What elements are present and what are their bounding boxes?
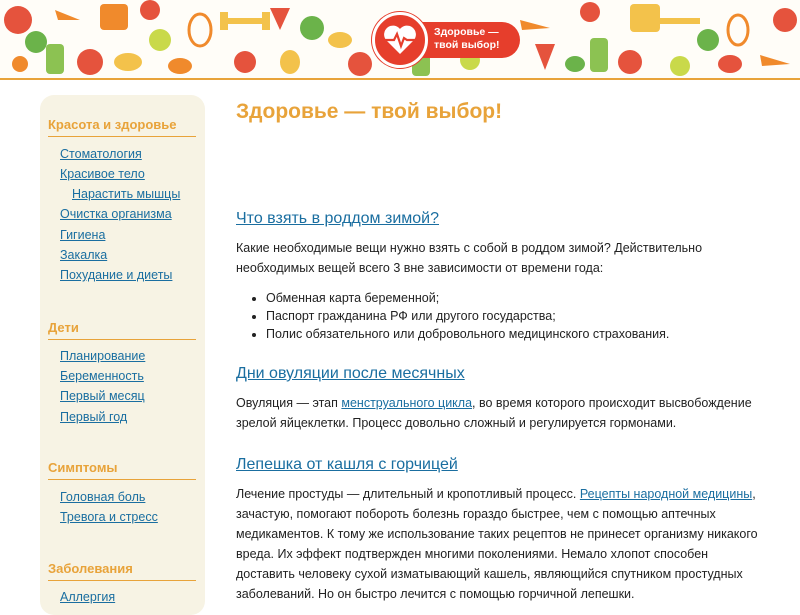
article-heading-maternity-winter[interactable]: Что взять в роддом зимой? (236, 210, 439, 227)
sidebar-item-headache[interactable]: Головная боль (60, 490, 146, 504)
sidebar-item-hygiene[interactable]: Гигиена (60, 228, 106, 242)
article-heading-cough-cake[interactable]: Лепешка от кашля с горчицей (236, 456, 458, 473)
list-item: • Обменная карта беременной; (266, 289, 669, 307)
text-fragment: , зачастую, помогают побороть болезнь гораздо быстрее, чем с помощью аптечных медикаментов. К тому же использование таких рецептов не принесет организму никакого вреда. Их эффект подтвержден многими поколениями. Немало хлопот способен доставить человеку сухой изматывающий кашель, являющийся спутником простудных заболеваний. Но он быстро лечится с помощью горчичной лепешки. (236, 487, 758, 601)
site-logo[interactable] (372, 12, 520, 66)
page-title: Здоровье — твой выбор! (236, 100, 503, 123)
text-fragment: , во время которого происходит высвобождение зрелой яйцеклетки. Процесс довольно сложный и регулируется гормонами. (236, 396, 752, 430)
logo-title-line2: твой выбор! (434, 39, 500, 51)
article-text-ovulation (236, 393, 766, 433)
text-fragment: Овуляция — этап (236, 396, 342, 410)
sidebar-item-allergy[interactable]: Аллергия (60, 590, 116, 604)
logo-circle (372, 12, 428, 68)
sidebar-item-cleansing[interactable]: Очистка организма (60, 207, 172, 221)
text-fragment: Лечение простуды — длительный и кропотливый процесс. (236, 487, 580, 501)
sidebar-section-title-diseases: Заболевания (48, 561, 196, 581)
link-menstrual-cycle[interactable]: менструального цикла (341, 396, 473, 410)
sidebar-item-diets[interactable]: Похудание и диеты (60, 268, 173, 282)
sidebar-item-beautiful-body[interactable]: Красивое тело (60, 167, 145, 181)
sidebar (40, 95, 205, 615)
sidebar-item-first-month[interactable]: Первый месяц (60, 389, 145, 403)
sidebar-section-title-symptoms: Симптомы (48, 460, 196, 480)
sidebar-item-hardening[interactable]: Закалка (60, 248, 108, 262)
logo-title (434, 26, 518, 52)
header-banner (0, 0, 800, 80)
heart-pulse-icon (382, 23, 418, 57)
sidebar-item-pregnancy[interactable]: Беременность (60, 369, 144, 383)
sidebar-item-build-muscle[interactable]: Нарастить мышцы (72, 187, 181, 201)
link-folk-recipes[interactable]: Рецепты народной медицины (579, 487, 753, 501)
article-heading-ovulation[interactable]: Дни овуляции после месячных (236, 365, 465, 382)
sidebar-section-title-beauty: Красота и здоровье (48, 117, 196, 137)
sidebar-item-first-year[interactable]: Первый год (60, 410, 128, 424)
article-list-documents (236, 289, 669, 343)
sidebar-section-title-kids: Дети (48, 320, 196, 340)
article-text-maternity-winter: Какие необходимые вещи нужно взять с собой в роддом зимой? Действительно необходимых вещей всего 3 вне зависимости от времени года: (236, 241, 703, 275)
article-text-cough-cake (236, 484, 766, 604)
sidebar-item-anxiety[interactable]: Тревога и стресс (60, 510, 158, 524)
list-item: • Паспорт гражданина РФ или другого государства; (266, 307, 669, 325)
logo-title-line1: Здоровье — (434, 26, 499, 38)
sidebar-item-dentistry[interactable]: Стоматология (60, 147, 142, 161)
sidebar-item-planning[interactable]: Планирование (60, 349, 146, 363)
list-item: • Полис обязательного или добровольного медицинского страхования. (266, 325, 669, 343)
